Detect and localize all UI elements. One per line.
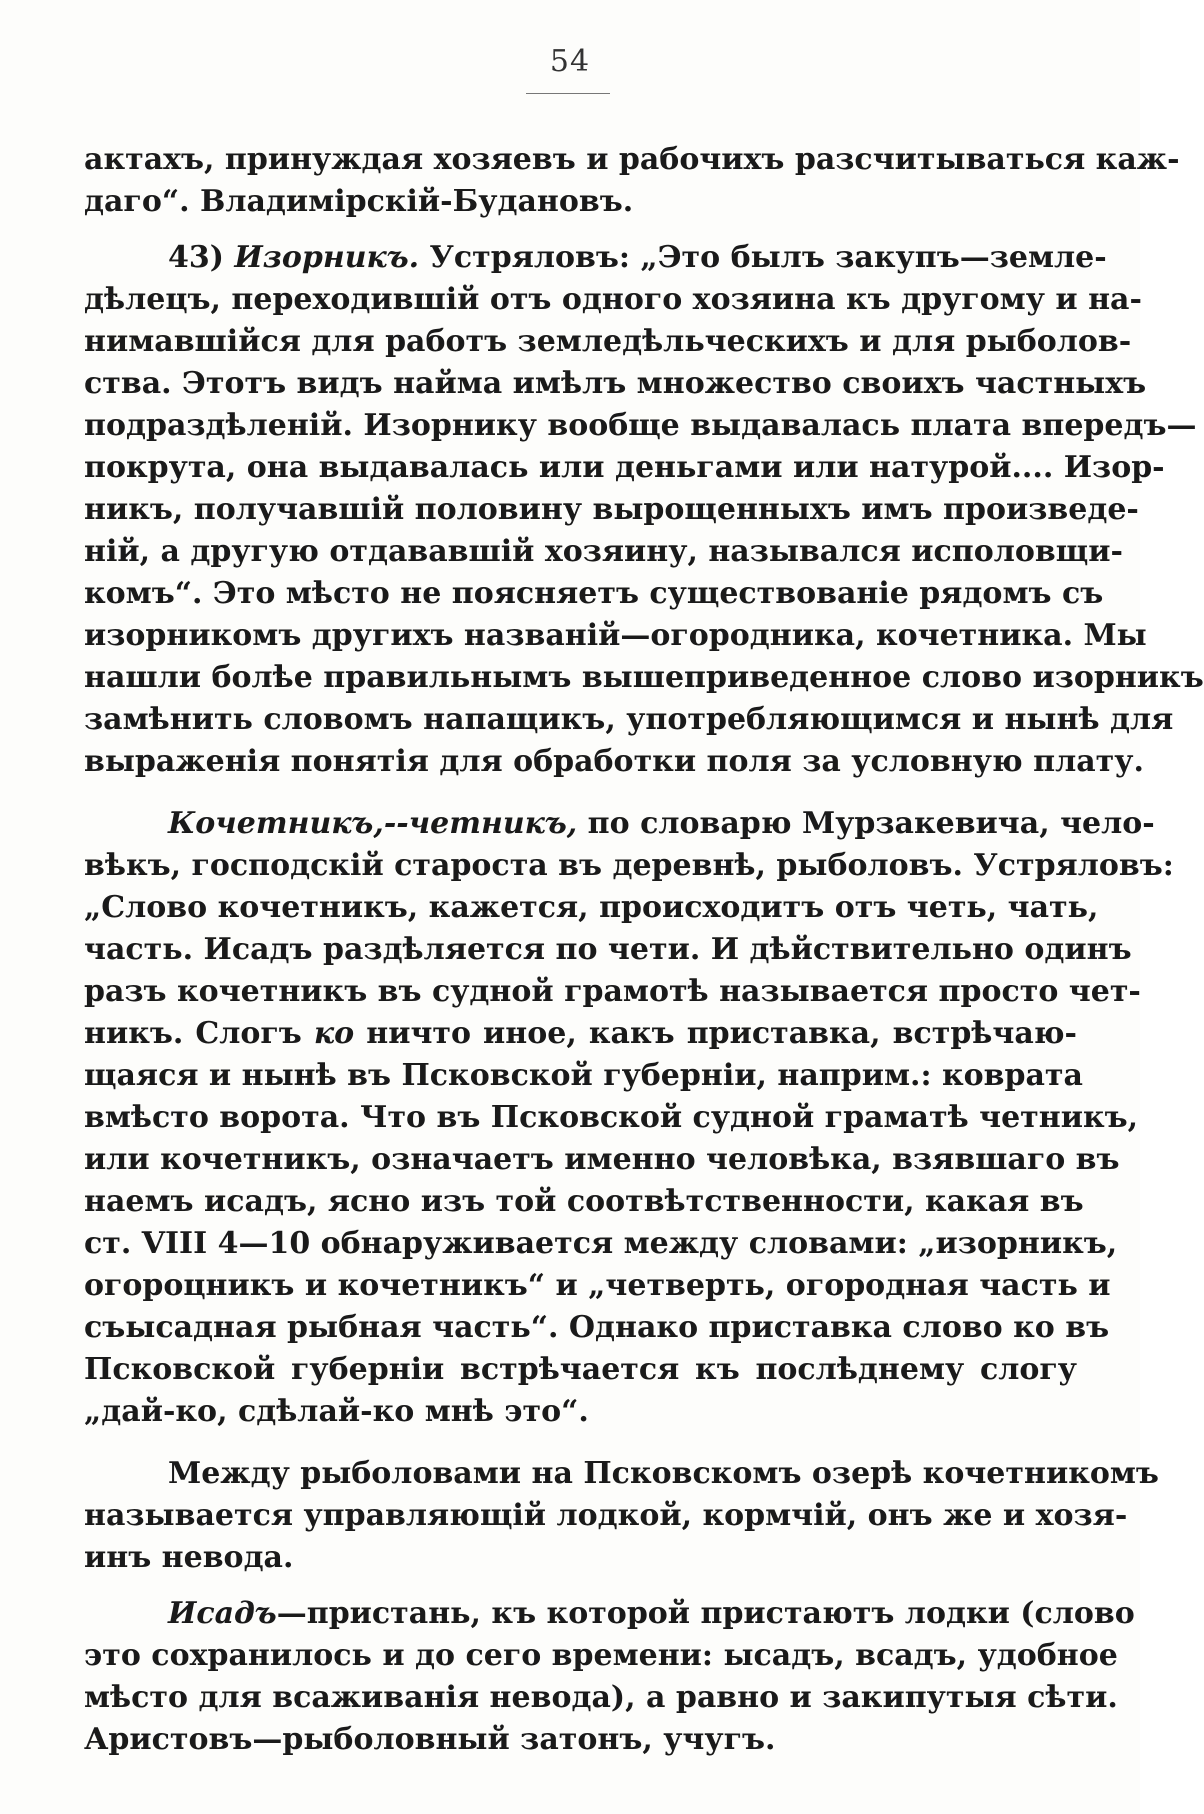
- text-line: наемъ исадъ, ясно изъ той соотвѣтственности, какая въ: [84, 1184, 1084, 1219]
- text-line: вмѣсто ворота. Что въ Псковской судной граматѣ четникъ,: [84, 1100, 1139, 1135]
- text-line: „дай-ко, сдѣлай-ко мнѣ это“.: [84, 1394, 589, 1429]
- text-line: съысадная рыбная часть“. Однако приставка слово ко въ: [84, 1310, 1110, 1345]
- text-line: изорникомъ другихъ названій—огородника, кочетника. Мы: [84, 618, 1147, 653]
- text-line: выраженія понятія для обработки поля за условную плату.: [84, 744, 1144, 779]
- text-line: [84, 1593, 1135, 1635]
- text-line: комъ“. Это мѣсто не поясняетъ существованіе рядомъ съ: [84, 576, 1104, 611]
- text-line: актахъ, принуждая хозяевъ и рабочихъ разсчитываться каж-: [84, 142, 1180, 177]
- term: Кочетникъ,--четникъ,: [168, 806, 578, 841]
- term: Изорникъ.: [234, 240, 420, 275]
- text-line: дѣлецъ, переходившій отъ одного хозяина къ другому и на-: [84, 282, 1142, 317]
- text-fragment: —пристань, къ которой пристаютъ лодки (слово: [276, 1596, 1135, 1631]
- text-line: мѣсто для всаживанія невода), а равно и закипутыя сѣти.: [84, 1680, 1118, 1715]
- paragraph: [84, 139, 1180, 223]
- text-fragment: ничто иное, какъ приставка, встрѣчаю-: [354, 1016, 1077, 1051]
- paragraph: [84, 803, 1174, 1433]
- term: Исадъ: [168, 1596, 277, 1631]
- page-number: 54: [549, 44, 591, 79]
- text-line: [84, 237, 1107, 279]
- text-line: разъ кочетникъ въ судной грамотѣ называется просто чет-: [84, 974, 1141, 1009]
- text-line: или кочетникъ, означаетъ именно человѣка, взявшаго въ: [84, 1142, 1120, 1177]
- text-line: покрута, она выдавалась или деньгами или натурой.... Изор-: [84, 450, 1165, 485]
- text-line: Аристовъ—рыболовный затонъ, учугъ.: [84, 1722, 776, 1757]
- text-fragment: никъ. Слогъ: [84, 1016, 314, 1051]
- text-line: инъ невода.: [84, 1540, 294, 1575]
- term: ко: [313, 1016, 355, 1051]
- item-number: 43): [168, 240, 235, 275]
- page-text: [84, 139, 1204, 1761]
- paragraph: [84, 1593, 1135, 1761]
- text-line: [84, 803, 1155, 845]
- text-line: это сохранилось и до сего времени: ысадъ, всадъ, удобное: [84, 1638, 1118, 1673]
- text-line: ства. Этотъ видъ найма имѣлъ множество своихъ частныхъ: [84, 366, 1147, 401]
- text-fragment: Устряловъ: „Это былъ закупъ—земле-: [419, 240, 1107, 275]
- text-line: нашли болѣе правильнымъ вышеприведенное слово изорникъ: [84, 660, 1204, 695]
- text-line: ній, а другую отдававшій хозяину, назывался исполовщи-: [84, 534, 1123, 569]
- text-line: замѣнить словомъ напащикъ, употребляющимся и нынѣ для: [84, 702, 1174, 737]
- text-line: ст. VIII 4—10 обнаруживается между словами: „изорникъ,: [84, 1226, 1118, 1261]
- text-fragment: по словарю Мурзакевича, чело-: [577, 806, 1155, 841]
- paragraph: [84, 237, 1204, 783]
- text-line: подраздѣленій. Изорнику вообще выдавалась плата впередъ—: [84, 408, 1197, 443]
- text-line: Между рыболовами на Псковскомъ озерѣ кочетникомъ: [168, 1456, 1159, 1491]
- text-line: даго“. Владимірскій-Будановъ.: [84, 184, 634, 219]
- text-line: нимавшійся для работъ земледѣльческихъ и для рыболов-: [84, 324, 1132, 359]
- text-line: огороцникъ и кочетникъ“ и „четверть, огородная часть и: [84, 1268, 1111, 1303]
- text-line: часть. Исадъ раздѣляется по чети. И дѣйствительно одинъ: [84, 932, 1132, 967]
- paragraph: [84, 1453, 1159, 1579]
- text-line: „Слово кочетникъ, кажется, происходитъ отъ четь, чать,: [84, 890, 1099, 925]
- text-line: называется управляющій лодкой, кормчій, онъ же и хозя-: [84, 1498, 1128, 1533]
- text-line: щаяся и нынѣ въ Псковской губерніи, наприм.: коврата: [84, 1058, 1083, 1093]
- text-line: [84, 1013, 1077, 1055]
- page-number-rule: [526, 93, 610, 94]
- text-line: вѣкъ, господскій староста въ деревнѣ, рыболовъ. Устряловъ:: [84, 848, 1174, 883]
- text-line: никъ, получавшій половину вырощенныхъ имъ произведе-: [84, 492, 1139, 527]
- text-line: Псковской губерніи встрѣчается къ послѣднему слогу: [84, 1352, 1077, 1387]
